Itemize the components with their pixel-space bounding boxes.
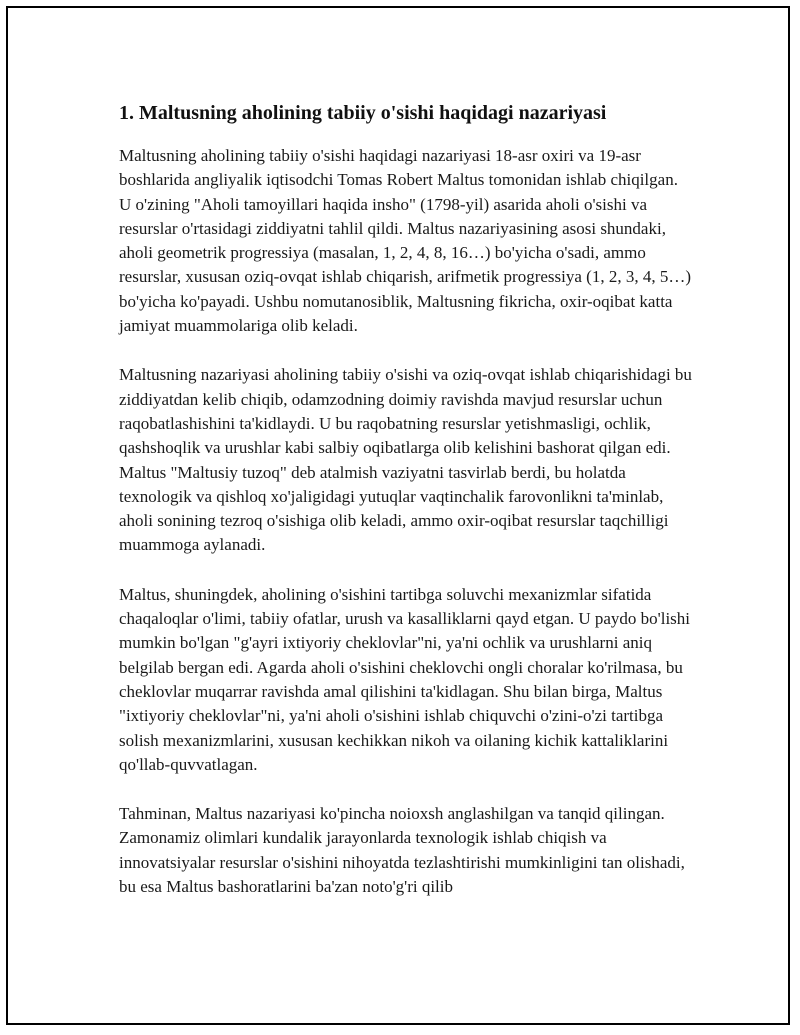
- paragraph-2: Maltusning nazariyasi aholining tabiiy o'sishi va oziq-ovqat ishlab chiqarishidagi bu ziddiyatdan kelib chiqib, odamzodning doimiy ravishda mavjud resurslar uchun raqobatlashishini ta'kidlaydi. U bu raqobatning resurslar yetishmasligi, ochlik, qashshoqlik va urushlar kabi salbiy oqibatlarga olib kelishini bashorat qilgan edi. Maltus "Maltusiy tuzoq" deb atalmish vaziyatni tasvirlab berdi, bu holatda texnologik va qishloq xo'jaligidagi yutuqlar vaqtinchalik farovonlikni ta'minlab, aholi sonining tezroq o'sishiga olib keladi, ammo oxir-oqibat resurslar taqchilligi muammoga aylanadi.: [119, 365, 692, 555]
- paragraph-1: Maltusning aholining tabiiy o'sishi haqidagi nazariyasi 18-asr oxiri va 19-asr boshlarida angliyalik iqtisodchi Tomas Robert Maltus tomonidan ishlab chiqilgan. U o'zining "Aholi tamoyillari haqida insho" (1798-yil) asarida aholi o'sishi va resurslar o'rtasidagi ziddiyatni tahlil qildi. Maltus nazariyasining asosi shundaki, aholi geometrik progressiya (masalan, 1, 2, 4, 8, 16…) bo'yicha o'sadi, ammo resurslar, xususan oziq-ovqat ishlab chiqarish, arifmetik progressiya (1, 2, 3, 4, 5…) bo'yicha ko'payadi. Ushbu nomutanosiblik, Maltusning fikricha, oxir-oqibat katta jamiyat muammolariga olib keladi.: [119, 146, 691, 336]
- paragraph-4: Tahminan, Maltus nazariyasi ko'pincha noioxsh anglashilgan va tanqid qilingan. Zamonamiz olimlari kundalik jarayonlarda texnologik ishlab chiqish va innovatsiyalar resurslar o'sishini nihoyatda tezlashtirishi mumkinligini tan olishadi, bu esa Maltus bashoratlarini ba'zan noto'g'ri qilib: [119, 804, 685, 897]
- document-page: [6, 6, 790, 1025]
- document-title: 1. Maltusning aholining tabiiy o'sishi haqidagi nazariyasi: [119, 102, 607, 124]
- paragraph-3: Maltus, shuningdek, aholining o'sishini tartibga soluvchi mexanizmlar sifatida chaqaloqlar o'limi, tabiiy ofatlar, urush va kasalliklarni qayd etgan. U paydo bo'lishi mumkin bo'lgan "g'ayri ixtiyoriy cheklovlar"ni, ya'ni ochlik va urushlarni aniq belgilab bergan edi. Agarda aholi o'sishini cheklovchi ongli choralar ko'rilmasa, bu cheklovlar muqarrar ravishda amal qilishini ta'kidlagan. Shu bilan birga, Maltus "ixtiyoriy cheklovlar"ni, ya'ni aholi o'sishini ishlab chiquvchi o'zini-o'zi tartibga solish mexanizmlarini, xususan kechikkan nikoh va oilaning kichik kattaliklarini qo'llab-quvvatlagan.: [119, 584, 691, 774]
- document-body: [119, 100, 694, 924]
